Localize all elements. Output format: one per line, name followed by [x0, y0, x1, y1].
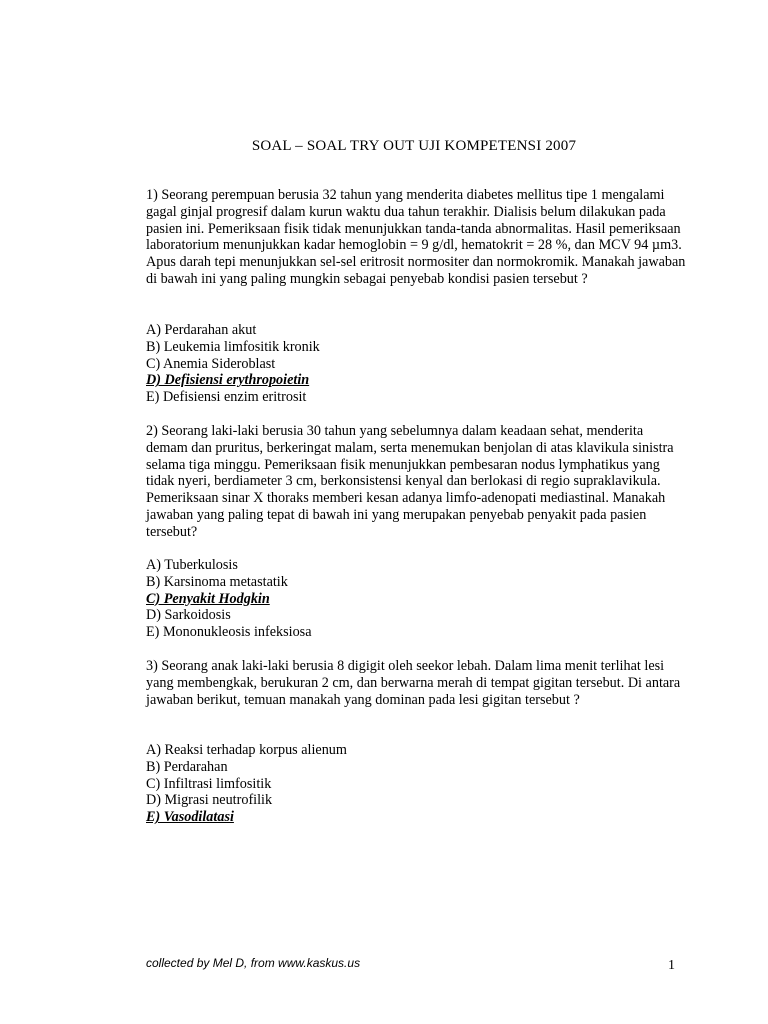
- question-3-option-b: B) Perdarahan: [146, 758, 228, 775]
- question-1-option-d-correct: D) Defisiensi erythropoietin: [146, 372, 310, 389]
- question-2-options: [146, 557, 686, 641]
- question-1-option-a: A) Perdarahan akut: [146, 322, 257, 338]
- question-1-options: [146, 322, 686, 406]
- page-number: 1: [668, 958, 675, 973]
- question-3-option-a: A) Reaksi terhadap korpus alienum: [146, 742, 347, 758]
- question-2-text: 2) Seorang laki-laki berusia 30 tahun yang sebelumnya dalam keadaan sehat, menderita demam dan pruritus, berkeringat malam, serta menemukan benjolan di atas klavikula sinistra selama tiga minggu. Pemeriksaan fisik menunjukkan pembesaran nodus lymphatikus yang tidak nyeri, berdiameter 3 cm, berkonsistensi kenyal dan berlokasi di regio supraklavikula. Pemeriksaan sinar X thoraks memberi kesan adanya limfo-adenopati mediastinal. Manakah jawaban yang paling tepat di bawah ini yang merupakan penyebab penyakit pada pasien tersebut?: [146, 423, 674, 540]
- question-2-option-a: A) Tuberkulosis: [146, 557, 238, 573]
- page-title: SOAL – SOAL TRY OUT UJI KOMPETENSI 2007: [251, 138, 577, 154]
- question-1-text: 1) Seorang perempuan berusia 32 tahun yang menderita diabetes mellitus tipe 1 mengalami gagal ginjal progresif dalam kurun waktu dua tahun terakhir. Dialisis belum dilakukan pada pasien ini. Pemeriksaan fisik tidak menunjukkan tanda-tanda abnormalitas. Hasil pemeriksaan laboratorium menunjukkan kadar hemoglobin = 9 g/dl, hematokrit = 28 %, dan MCV 94 µm3. Apus darah tepi menunjukkan sel-sel eritrosit normositer dan normokromik. Manakah jawaban di bawah ini yang paling mungkin sebagai penyebab kondisi pasien tersebut ?: [146, 187, 686, 287]
- question-1-option-b: B) Leukemia limfositik kronik: [146, 338, 320, 355]
- question-3-option-c: C) Infiltrasi limfositik: [146, 775, 272, 792]
- question-3-options: [146, 742, 686, 826]
- question-2-option-b: B) Karsinoma metastatik: [146, 573, 288, 590]
- question-1-option-e: E) Defisiensi enzim eritrosit: [146, 389, 307, 406]
- footer-credit: collected by Mel D, from www.kaskus.us: [146, 956, 361, 970]
- question-3-option-d: D) Migrasi neutrofilik: [146, 792, 273, 809]
- question-2-option-c-correct: C) Penyakit Hodgkin: [146, 590, 270, 607]
- question-2-option-d: D) Sarkoidosis: [146, 607, 231, 624]
- question-3-text: 3) Seorang anak laki-laki berusia 8 digigit oleh seekor lebah. Dalam lima menit terlihat lesi yang membengkak, berukuran 2 cm, dan berwarna merah di tempat gigitan tersebut. Di antara jawaban berikut, temuan manakah yang dominan pada lesi gigitan tersebut ?: [146, 658, 681, 708]
- question-1-option-c: C) Anemia Sideroblast: [146, 355, 276, 372]
- question-2-option-e: E) Mononukleosis infeksiosa: [146, 624, 312, 641]
- question-3-option-e-correct: E) Vasodilatasi: [146, 809, 234, 826]
